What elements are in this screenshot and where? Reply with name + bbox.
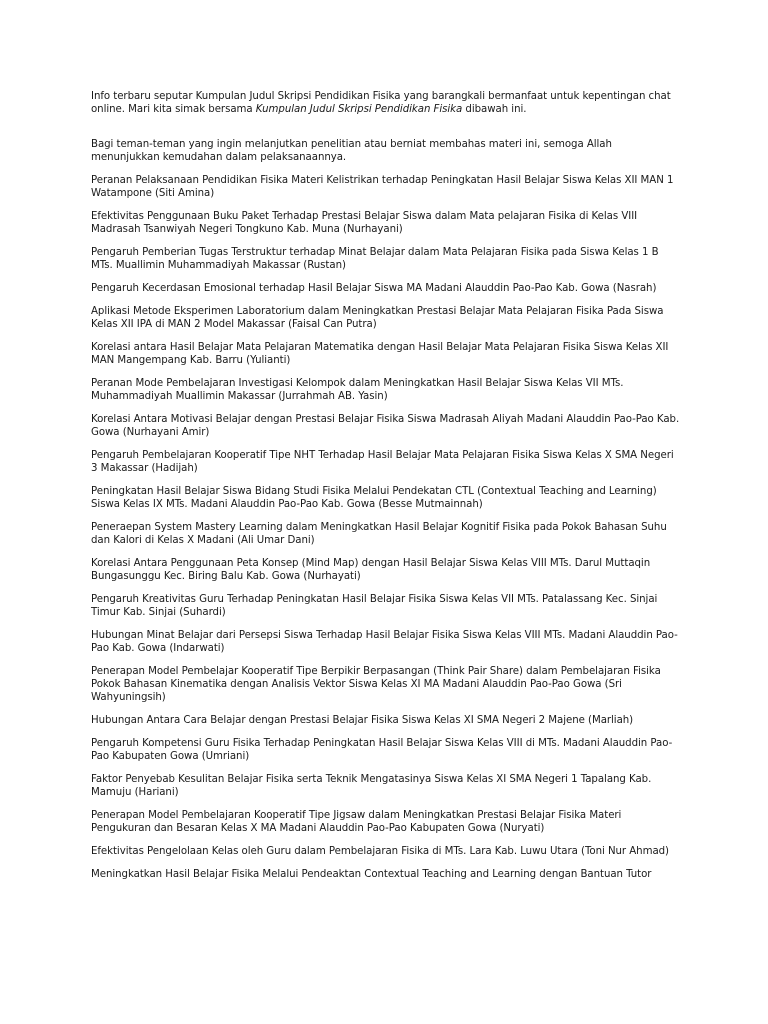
list-item: Efektivitas Penggunaan Buku Paket Terhadap Prestasi Belajar Siswa dalam Mata pelajaran Fisika di Kelas VIII Madrasah Tsanwiyah Negeri Tongkuno Kab. Muna (Nurhayani) xyxy=(91,211,638,235)
list-item: Korelasi Antara Motivasi Belajar dengan Prestasi Belajar Fisika Siswa Madrasah Aliyah Madani Alauddin Pao-Pao Kab. Gowa (Nurhayani Amir) xyxy=(91,414,680,438)
list-item: Penerapan Model Pembelajaran Kooperatif Tipe Jigsaw dalam Meningkatkan Prestasi Belajar Fisika Materi Pengukuran dan Besaran Kelas X MA Madani Alauddin Pao-Pao Kabupaten Gowa (Nuryati) xyxy=(91,810,622,834)
list-item: Peranan Pelaksanaan Pendidikan Fisika Materi Kelistrikan terhadap Peningkatan Hasil Belajar Siswa Kelas XII MAN 1 Watampone (Siti Amina) xyxy=(91,175,674,199)
intro-second-paragraph: Bagi teman-teman yang ingin melanjutkan penelitian atau berniat membahas materi ini, semoga Allah menunjukkan kemudahan dalam pelaksanaannya. xyxy=(91,139,612,163)
list-item: Korelasi Antara Penggunaan Peta Konsep (Mind Map) dengan Hasil Belajar Siswa Kelas VIII MTs. Darul Muttaqin Bungasunggu Kec. Biring Balu Kab. Gowa (Nurhayati) xyxy=(91,558,651,582)
list-item: Faktor Penyebab Kesulitan Belajar Fisika serta Teknik Mengatasinya Siswa Kelas XI SMA Negeri 1 Tapalang Kab. Mamuju (Hariani) xyxy=(91,774,652,798)
intro-text-after: dibawah ini. xyxy=(462,104,527,115)
list-item: Penerapan Model Pembelajar Kooperatif Tipe Berpikir Berpasangan (Think Pair Share) dalam Pembelajaran Fisika Pokok Bahasan Kinematika dengan Analisis Vektor Siswa Kelas XI MA Madani Alauddin Pao-Pao Gowa (Sri Wahyuningsih) xyxy=(91,666,661,703)
intro-text-before: Info terbaru seputar Kumpulan Judul Skripsi Pendidikan Fisika yang barangkali bermanfaat untuk kepentingan chat online. Mari kita simak bersama xyxy=(91,91,671,115)
list-item: Korelasi antara Hasil Belajar Mata Pelajaran Matematika dengan Hasil Belajar Mata Pelajaran Fisika Siswa Kelas XII MAN Mangempang Kab. Barru (Yulianti) xyxy=(91,342,669,366)
list-item: Pengaruh Kreativitas Guru Terhadap Peningkatan Hasil Belajar Fisika Siswa Kelas VII MTs. Patalassang Kec. Sinjai Timur Kab. Sinjai (Suhardi) xyxy=(91,594,658,618)
document-page xyxy=(91,90,681,891)
list-item: Pengaruh Pembelajaran Kooperatif Tipe NHT Terhadap Hasil Belajar Mata Pelajaran Fisika Siswa Kelas X SMA Negeri 3 Makassar (Hadijah) xyxy=(91,450,674,474)
list-item: Peningkatan Hasil Belajar Siswa Bidang Studi Fisika Melalui Pendekatan CTL (Contextual Teaching and Learning) Siswa Kelas IX MTs. Madani Alauddin Pao-Pao Kab. Gowa (Besse Mutmainnah) xyxy=(91,486,657,510)
list-item: Hubungan Antara Cara Belajar dengan Prestasi Belajar Fisika Siswa Kelas XI SMA Negeri 2 Majene (Marliah) xyxy=(91,715,634,726)
list-item: Pengaruh Kompetensi Guru Fisika Terhadap Peningkatan Hasil Belajar Siswa Kelas VIII di MTs. Madani Alauddin Pao-Pao Kabupaten Gowa (Umriani) xyxy=(91,738,673,762)
list-item: Peneraepan System Mastery Learning dalam Meningkatkan Hasil Belajar Kognitif Fisika pada Pokok Bahasan Suhu dan Kalori di Kelas X Madani (Ali Umar Dani) xyxy=(91,522,667,546)
list-item: Peranan Mode Pembelajaran Investigasi Kelompok dalam Meningkatkan Hasil Belajar Siswa Kelas VII MTs. Muhammadiyah Muallimin Makassar (Jurrahmah AB. Yasin) xyxy=(91,378,624,402)
list-item: Meningkatkan Hasil Belajar Fisika Melalui Pendeaktan Contextual Teaching and Learning dengan Bantuan Tutor xyxy=(91,869,652,880)
list-item: Hubungan Minat Belajar dari Persepsi Siswa Terhadap Hasil Belajar Fisika Siswa Kelas VIII MTs. Madani Alauddin Pao-Pao Kab. Gowa (Indarwati) xyxy=(91,630,678,654)
intro-emphasis: Kumpulan Judul Skripsi Pendidikan Fisika xyxy=(255,104,463,115)
list-item: Aplikasi Metode Eksperimen Laboratorium dalam Meningkatkan Prestasi Belajar Mata Pelajaran Fisika Pada Siswa Kelas XII IPA di MAN 2 Model Makassar (Faisal Can Putra) xyxy=(91,306,664,330)
intro-paragraph xyxy=(91,90,681,116)
thesis-title-list xyxy=(91,174,681,881)
list-item: Pengaruh Kecerdasan Emosional terhadap Hasil Belajar Siswa MA Madani Alauddin Pao-Pao Kab. Gowa (Nasrah) xyxy=(91,283,657,294)
list-item: Efektivitas Pengelolaan Kelas oleh Guru dalam Pembelajaran Fisika di MTs. Lara Kab. Luwu Utara (Toni Nur Ahmad) xyxy=(91,846,669,857)
list-item: Pengaruh Pemberian Tugas Terstruktur terhadap Minat Belajar dalam Mata Pelajaran Fisika pada Siswa Kelas 1 B MTs. Muallimin Muhammadiyah Makassar (Rustan) xyxy=(91,247,659,271)
